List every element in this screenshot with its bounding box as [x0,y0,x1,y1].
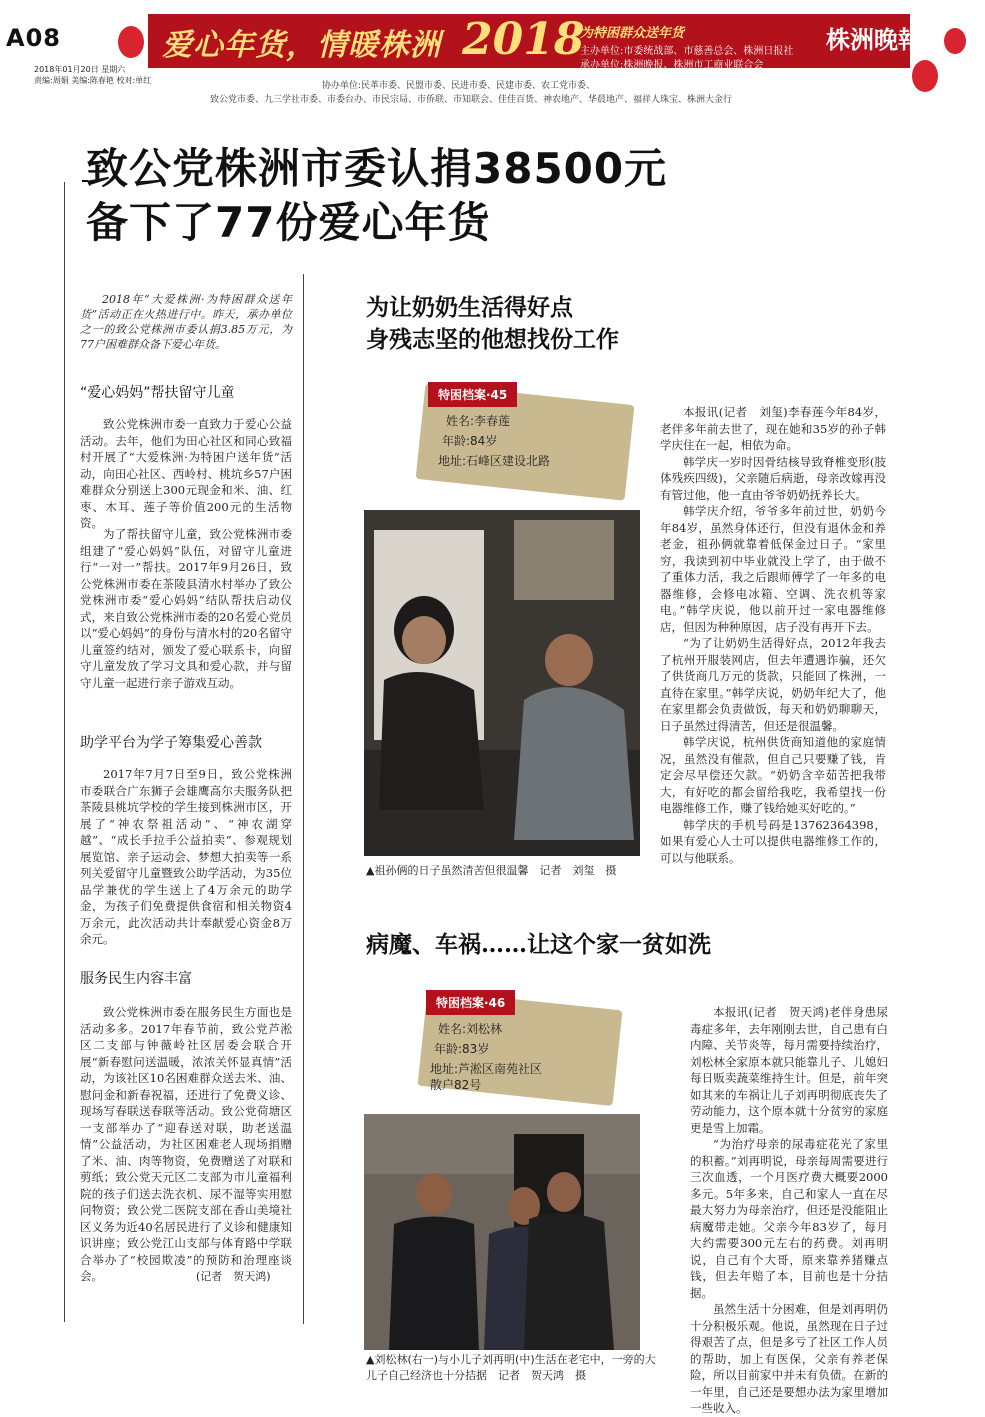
story-46-title: 病魔、车祸……让这个家一贫如洗 [366,931,711,958]
body-paragraph: 韩学庆介绍，爷爷多年前过世，奶奶今年84岁，虽然身体还行，但没有退休金和养老金，祖孙俩就靠着低保金过日子。“家里穷，我读到初中毕业就没上学了，由于做不了重体力活，我之后跟师傅学了一年多的电器维修，会修电冰箱、空调、洗衣机等家电。”韩学庆说，他以前开过一家电器维修店，但因为种种原因，店子没有再开下去。 [660,504,886,634]
body-paragraph: “为了让奶奶生活得好点，2012年我去了杭州开服装网店，但去年遭遇诈骗，还欠了供货商几万元的货款，只能回了株洲，一直待在家里。”韩学庆说，奶奶年纪大了，他在家里都会负责做饭，每天和奶奶聊聊天，日子虽然过得清苦，但还是很温馨。 [660,636,886,733]
masthead-banner [0,0,985,110]
body-paragraph: 虽然生活十分困难，但是刘再明仍十分积极乐观。他说，虽然现在日子过得艰苦了点，但是多亏了社区工作人员的帮助，加上有医保，父亲有养老保险，所以目前家中并未有负债。在新的一年里，自己还是要想办法为家里增加一些收入。 [690,1302,888,1415]
body-paragraph: 韩学庆说，杭州供货商知道他的家庭情况，虽然没有催款，但自己只要赚了钱，肯定会尽早偿还欠款。“奶奶含辛茹苦把我带大，有好吃的都会留给我吃，我希望找一份电器维修工作，赚了钱给她买好吃的。” [660,735,886,815]
lantern-icon [912,60,938,92]
story-46-body [690,1004,888,1417]
campaign-year: 2018 [462,14,585,65]
section-heading-scholarship: 助学平台为学子筹集爱心善款 [80,735,262,751]
section-paragraph: 致公党株洲市委在服务民生方面也是活动多多。2017年春节前，致公党芦淞区二支部与钟薇岭社区居委会联合开展“新春慰问送温暖，浓浓关怀显真情”活动，为该社区10名困难群众送去米、油、慰问金和新春祝福，还进行了免费义诊、现场写春联送春联等活动。致公党荷塘区一支部举办了“迎春送对联，助老送温情”公益活动，为社区困难老人现场捐赠了米、油、肉等物资，免费赠送了对联和剪纸；致公党天元区二支部为市儿童福利院的孩子们送去洗衣机、尿不湿等实用慰问物资；致公党二医院支部在香山美境社区义务为近40名居民进行了义诊和健康知识讲座；致公党江山支部与体育路中学联合举办了“校园欺凌”的预防和治理座谈会。 [80,1005,292,1283]
body-paragraph: 本报讯(记者 贺天鸿)老伴身患尿毒症多年，去年刚刚去世，自己患有白内障、关节炎等，每月需要持续治疗，刘松林全家原本就只能靠儿子、儿媳妇每日贩卖蔬菜维持生计。但是，前年突如其来的车祸让儿子刘再明彻底丧失了劳动能力，这个原本就十分贫穷的家庭更是雪上加霜。 [690,1005,888,1135]
campaign-subtitle: 为特困群众送年货 [580,26,685,41]
lantern-icon [118,26,144,58]
case-name: 姓名:李春莲 [446,414,511,428]
photo-caption: ▲刘松林(右一)与小儿子刘再明(中)生活在老宅中，一旁的大儿子自己经济也十分拮据 记者 贺天鸿 摄 [366,1353,656,1382]
byline: (记者 贺天鸿) [196,1270,271,1283]
issue-info [34,64,154,86]
lantern-icon [944,28,966,54]
case-age: 年龄:84岁 [442,434,498,448]
campaign-slogan: 爱心年货，情暖株洲 [162,28,441,63]
case-address: 地址:石峰区建设北路 [438,454,551,468]
body-paragraph: 本报讯(记者 刘玺)李春莲今年84岁，老伴多年前去世了，现在她和35岁的孙子韩学庆住在一起，相依为命。 [660,405,886,452]
column-frame-left [64,182,65,1322]
section-paragraph: 致公党株洲市委一直致力于爱心公益活动。去年，他们为田心社区和同心致福村开展了“大爱株洲·为特困户送年货”活动，向田心社区、西岭村、桃坑乡57户困难群众分别送上300元现金和米、油、红枣、木耳、莲子等价值200元的生活物资。 [80,417,292,530]
co-organizers-line-1: 协办单位:民革市委、民盟市委、民进市委、民建市委、农工党市委、 [322,81,596,91]
story-45-photo [364,510,640,856]
section-paragraph: 为了帮扶留守儿童，致公党株洲市委组建了“爱心妈妈”队伍，对留守儿童进行“一对一”帮扶。2017年9月26日，致公党株洲市委在茶陵县清水村举办了致公党株洲市委“爱心妈妈”结队帮扶启动仪式，来自致公党株洲市委的20名爱心党员以“爱心妈妈”的身份与清水村的20名留守儿童签约结对，颁发了爱心联系卡，向留守儿童发放了学习文具和爱心款，并与留守儿童一起进行亲子游戏互动。 [80,527,292,690]
case-name: 姓名:刘松林 [438,1022,503,1036]
story-45-title-line-1: 为让奶奶生活得好点 [366,294,573,321]
section-paragraph: 2017年7月7日至9日，致公党株洲市委联合广东狮子会雄鹰高尔夫服务队把茶陵县桃坑学校的学生接到株洲市区，开展了“神农祭祖活动”、“神农湖穿越”、“成长手拉手公益拍卖”、参观规划展览馆、亲子运动会、梦想大拍卖等一系列关爱留守儿童暨致公助学活动，为35位品学兼优的学生送上了4万余元的助学金，为孩子们免费提供食宿和相关物资4万余元，此次活动共计奉献爱心资金8万余元。 [80,767,292,946]
case-address-line-2: 散户82号 [430,1078,482,1092]
lead-paragraph: 2018年“大爱株洲·为特困群众送年货”活动正在火热进行中。昨天，承办单位之一的致公党株洲市委认捐3.85万元，为77户困难群众备下爱心年货。 [80,293,292,351]
organizer-line: 主办单位:市委统战部、市慈善总会、株洲日报社 [580,46,794,57]
co-organizers-line-2: 致公党市委、九三学社市委、市委台办、市民宗局、市侨联、市知联会、佳佳百货、神农地产、华晨地产、福祥人珠宝、株洲大金行 [210,95,733,105]
case-address: 地址:芦淞区南苑社区 [430,1062,543,1076]
body-paragraph: “为治疗母亲的尿毒症花光了家里的积蓄。”刘再明说，母亲每周需要进行三次血透，一个月医疗费大概要2000多元。5年多来，自己和家人一直在尽最大努力为母亲治疗，但还是没能阻止病魔带走她。父亲今年83岁了，每月大约需要300元左右的药费。刘再明说，自己有个大哥，原来靠养猪赚点钱，但去年赔了本，目前也是十分拮据。 [690,1137,888,1300]
story-46-photo [364,1114,640,1350]
body-paragraph: 韩学庆一岁时因骨结核导致脊椎变形(肢体残疾四级)，父亲随后病逝，母亲改嫁再没有管过他，他一直由爷爷奶奶抚养长大。 [660,454,886,502]
case-age: 年龄:83岁 [434,1042,490,1056]
photo-caption: ▲祖孙俩的日子虽然清苦但很温馨 记者 刘玺 摄 [366,864,617,877]
issue-date: 2018年01月20日 星期六 [34,65,126,74]
story-45-title [366,292,619,356]
headline-line-1: 致公党株洲市委认捐38500元 [86,144,668,193]
undertaker-line: 承办单位:株洲晚报、株洲市工商业联合会 [580,60,764,71]
column-frame-right [303,274,304,1324]
headline-line-2: 备下了77份爱心年货 [86,198,491,247]
story-45-body [660,404,886,866]
issue-editors: 责编:周娟 美编:陈春艳 校对:单红 [34,76,152,85]
main-headline [86,142,667,250]
case-file-label: 特困档案·45 [428,382,517,407]
page-number: A08 [6,24,61,52]
newspaper-logo: 株洲晚報 [826,25,922,54]
story-45-title-line-2: 身残志坚的他想找份工作 [366,326,619,353]
body-paragraph: 韩学庆的手机号码是13762364398，如果有爱心人士可以提供电器维修工作的，可以与他联系。 [660,817,886,865]
section-heading-public-service: 服务民生内容丰富 [80,971,192,987]
case-file-label: 特困档案·46 [426,990,515,1015]
section-heading-love-mothers: “爱心妈妈”帮扶留守儿童 [80,385,235,401]
